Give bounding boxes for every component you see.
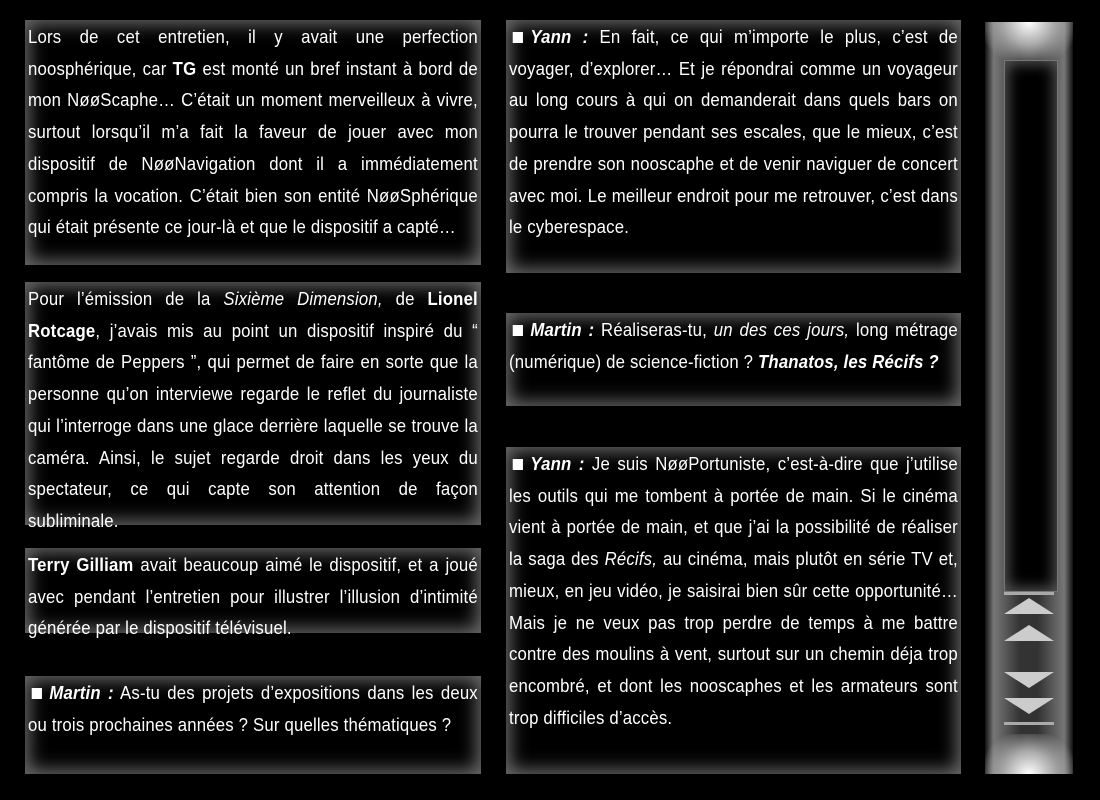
text: avait beaucoup aimé le dispositif, et a joué avec pendant l’entretien pour illustrer l’illusion d’intimité générée par le dispositif télévisuel.: [28, 555, 478, 639]
text: Lors de cet entretien, il y avait une perfection noosphérique, car: [28, 27, 478, 79]
text-italic: un des ces jours,: [713, 320, 850, 340]
text: As-tu des projets d’expositions dans les deux ou trois prochaines années ? Sur quelles thématiques ?: [28, 683, 478, 735]
answer-block: [506, 20, 961, 273]
scrollbar[interactable]: [985, 22, 1073, 774]
paragraph: [509, 449, 958, 734]
paragraph: [509, 22, 958, 244]
text: En fait, ce qui m’importe le plus, c’est de voyager, d’explorer… Et je répondrai comme un voyageur au long cours à qui on demanderait dans quels bars on pourra le trouver pendant ses escales, que le mieux, c’est de prendre son nooscaphe et de venir naviguer de concert avec moi. Le meilleur endroit pour me retrouver, c’est dans le cyberespace.: [509, 27, 958, 238]
question-block: [25, 676, 481, 774]
text: Je suis NøøPortuniste, c’est-à-dire que j’utilise les outils qui me tombent à portée de main. Si le cinéma vient à portée de main, et que j’ai la possibilité de réaliser la saga des: [509, 454, 958, 570]
text-block: [25, 548, 481, 639]
paragraph: [509, 315, 958, 378]
paragraph: [28, 284, 478, 538]
paragraph: [28, 678, 478, 741]
text: de: [382, 289, 428, 309]
paragraph: [28, 550, 478, 645]
text: long métrage (numérique) de science-fiction ?: [509, 320, 958, 372]
scrollbar-track[interactable]: [1004, 60, 1058, 592]
name-lionel-rotcage: Lionel Rotcage: [28, 289, 478, 341]
scroll-down-icon[interactable]: [1004, 672, 1054, 688]
text: Réaliseras-tu,: [594, 320, 714, 340]
speaker: Yann :: [530, 27, 589, 47]
speaker: Martin :: [530, 320, 595, 340]
bullet-square-icon: [513, 32, 523, 43]
scroll-up-fast-icon[interactable]: [1004, 598, 1054, 614]
bullet-square-icon: [32, 688, 42, 699]
film-title: Thanatos, les Récifs ?: [757, 351, 939, 372]
speaker: Martin :: [49, 683, 114, 703]
answer-block: [506, 447, 961, 774]
text: est monté un bref instant à bord de mon NøøScaphe… C’était un moment merveilleux à vivre, surtout lorsqu’il m’a fait la faveur de jouer avec mon dispositif de NøøNavigation dont il a immédiatement compris la vocation. C’était bien son entité NøøSphérique qui était présente ce jour-là et que le dispositif a capté…: [28, 58, 478, 238]
scroll-down-fast-icon[interactable]: [1004, 698, 1054, 714]
scroll-up-icon[interactable]: [1004, 625, 1054, 641]
text-block: [25, 282, 481, 531]
speaker: Yann :: [530, 454, 585, 474]
show-title: Sixième Dimension,: [223, 289, 383, 309]
text-italic: Récifs,: [604, 549, 658, 570]
text: , j’avais mis au point un dispositif inspiré du “ fantôme de Peppers ”, qui permet de faire en sorte que la personne qu’on interviewe regarde le reflet du journaliste qui l’interroge dans une glace derrière laquelle se trouve la caméra. Ainsi, le sujet regarde droit dans les yeux du spectateur, ce qui capte son attention de façon subliminale.: [28, 320, 478, 531]
text-block: [25, 20, 481, 265]
bullet-square-icon: [513, 325, 523, 336]
bullet-square-icon: [513, 459, 523, 470]
name-tg: TG: [172, 58, 197, 79]
scrollbar-divider: [1004, 722, 1054, 725]
text: au cinéma, mais plutôt en série TV et, mieux, en jeu vidéo, je saisirai bien sûr cette opportunité… Mais je ne veux pas trop perdre de temps à me battre contre des moulins à vent, surtout sur un chemin déja trop encombré, et dont les nooscaphes et les armateurs sont trop difficiles d’accès.: [509, 549, 958, 728]
name-terry-gilliam: Terry Gilliam: [28, 555, 134, 575]
question-block: [506, 313, 961, 406]
paragraph: [28, 22, 478, 244]
scrollbar-divider: [1004, 592, 1054, 595]
text: Pour l’émission de la: [28, 289, 224, 309]
